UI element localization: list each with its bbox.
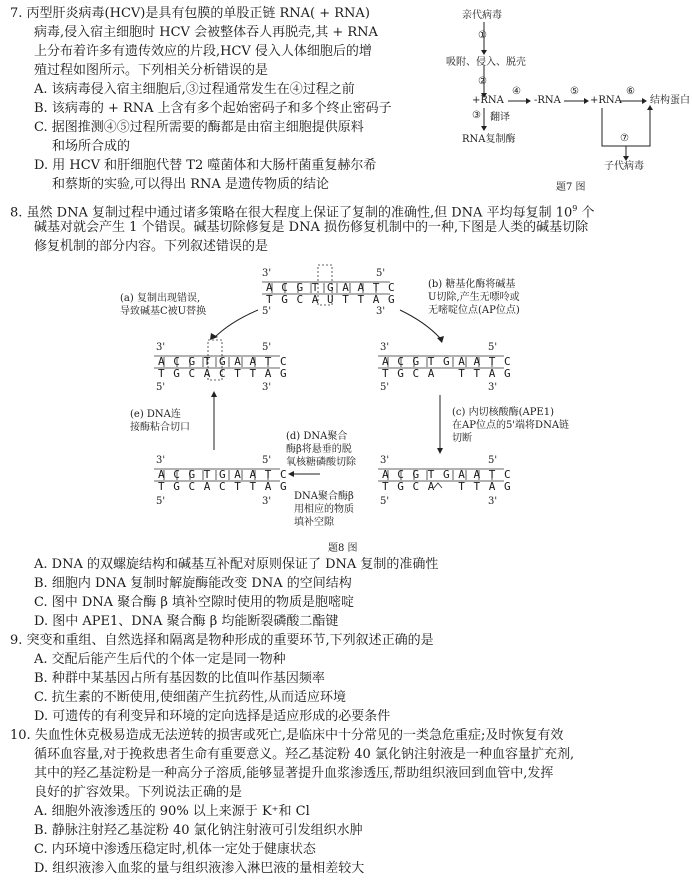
q7-option-c-cont: 和场所合成的 bbox=[52, 139, 131, 154]
q10-option-c: C. 内环境中渗透压稳定时,机体一定处于健康状态 bbox=[34, 842, 316, 857]
q8-stem-line-2: 碱基对就会产生 1 个错误。碱基切除修复是 DNA 损伤修复机制中的一种,下图是人类的碱基切除 bbox=[34, 220, 589, 235]
note-b-line-2: U切除,产生无嘌呤或 bbox=[428, 292, 520, 303]
note-d-line-1: (d) DNA聚合 bbox=[286, 431, 348, 442]
left-strand-lower: T G C A C T T A G bbox=[158, 367, 288, 380]
q7-option-c: C. 据图推测④⑤过程所需要的酶都是由宿主细胞提供原料 bbox=[34, 120, 364, 135]
top-3prime-lower: 3' bbox=[376, 306, 386, 317]
note-e-line-2: 接酶粘合切口 bbox=[130, 422, 190, 433]
q10-stem-line-1: 10. 失血性休克极易造成无法逆转的损害或死亡,是临床中十分常见的一类急危重症;及时恢复有效 bbox=[10, 728, 564, 743]
q10-stem-line-4: 良好的扩容效果。下列说法正确的是 bbox=[34, 785, 243, 800]
note-b-line-3: 无嘧啶位点(AP位点) bbox=[428, 305, 520, 316]
top-3prime: 3' bbox=[262, 268, 272, 279]
bl-3prime: 3' bbox=[156, 455, 166, 466]
left-5prime-lower: 5' bbox=[156, 382, 166, 393]
left-3prime-lower: 3' bbox=[262, 382, 272, 393]
q10-stem-line-2: 循环血容量,对于挽救患者生命有重要意义。羟乙基淀粉 40 氯化钠注射液是一种血容量扩充剂, bbox=[34, 747, 575, 762]
q7-fig-step-3: ③ bbox=[472, 110, 481, 121]
bl-5prime-lower: 5' bbox=[156, 496, 166, 507]
q7-fig-plus-rna-right: +RNA bbox=[590, 95, 622, 106]
bl-strand-lower: T G C A C T T A G bbox=[158, 480, 288, 493]
right-5prime: 5' bbox=[488, 342, 498, 353]
note-d-line-2: 酶β将悬垂的脱 bbox=[286, 444, 352, 455]
q8-stem-line-1-tail: 个 bbox=[577, 205, 595, 221]
note-b bbox=[428, 278, 520, 317]
br-strand-lower: T G C A T T A G bbox=[382, 480, 512, 493]
right-3prime-lower: 3' bbox=[488, 382, 498, 393]
q8-fig-caption: 题8 图 bbox=[328, 543, 358, 554]
br-5prime: 5' bbox=[488, 455, 498, 466]
br-3prime: 3' bbox=[380, 455, 390, 466]
note-a bbox=[120, 292, 206, 318]
q8-stem-line-1-text: 8. 虽然 DNA 复制过程中通过诸多策略在很大程度上保证了复制的准确性,但 DNA 平均每复制 10 bbox=[10, 205, 573, 221]
br-5prime-lower: 5' bbox=[380, 496, 390, 507]
note-d bbox=[286, 430, 356, 469]
q10-option-a: A. 细胞外液渗透压的 90% 以上来源于 K⁺和 Cl bbox=[34, 804, 310, 819]
note-d2 bbox=[294, 490, 354, 529]
q7-stem-line-2: 病毒,侵入宿主细胞时 HCV 会被整体吞人再脱壳,其 + RNA bbox=[34, 25, 378, 40]
note-c-line-1: (c) 内切核酸酶(APE1) bbox=[452, 407, 554, 418]
top-5prime-lower: 5' bbox=[262, 306, 272, 317]
q7-fig-minus-rna: -RNA bbox=[534, 95, 561, 106]
bl-5prime: 5' bbox=[262, 455, 272, 466]
right-5prime-lower: 5' bbox=[380, 382, 390, 393]
note-d2-line-3: 填补空隙 bbox=[294, 517, 334, 528]
q8-stem-line-3: 修复机制的部分内容。下列叙述错误的是 bbox=[34, 239, 269, 254]
q7-fig-rna-replicase: RNA复制酶 bbox=[462, 134, 516, 145]
q10-option-d: D. 组织液渗入血浆的量与组织液渗入淋巴液的量相差较大 bbox=[34, 861, 365, 876]
left-3prime: 3' bbox=[156, 342, 166, 353]
br-strand-upper: A C G T G A A T C bbox=[382, 468, 512, 481]
q7-fig-plus-rna-left: +RNA bbox=[472, 95, 504, 106]
q8-exponent: 9 bbox=[572, 204, 578, 213]
q7-stem-line-1: 7. 丙型肝炎病毒(HCV)是具有包膜的单股正链 RNA( + RNA) bbox=[10, 6, 370, 21]
q9-option-b: B. 种群中某基因占所有基因数的比值叫作基因频率 bbox=[34, 671, 325, 686]
q7-fig-step-6: ⑥ bbox=[626, 86, 635, 97]
q9-option-c: C. 抗生素的不断使用,使细菌产生抗药性,从而适应环境 bbox=[34, 690, 347, 705]
q7-stem-line-3: 上分布着许多有遗传效应的片段,HCV 侵入人体细胞后的增 bbox=[34, 44, 372, 59]
q7-fig-step-5: ⑤ bbox=[570, 86, 579, 97]
note-a-line-1: (a) 复制出现错误, bbox=[120, 293, 201, 304]
note-d2-line-1: DNA聚合酶β bbox=[294, 491, 354, 502]
q7-fig-step-1: ① bbox=[478, 30, 487, 41]
q7-fig-structural-protein: 结构蛋白 bbox=[650, 95, 690, 106]
q8-option-c: C. 图中 DNA 聚合酶 β 填补空隙时使用的物质是胞嘧啶 bbox=[34, 595, 354, 610]
bl-strand-upper: A C G T G A A T C bbox=[158, 468, 288, 481]
top-5prime: 5' bbox=[376, 268, 386, 279]
note-d-line-3: 氧核糖磷酸切除 bbox=[286, 457, 356, 468]
q8-option-b: B. 细胞内 DNA 复制时解旋酶能改变 DNA 的空间结构 bbox=[34, 576, 352, 591]
right-strand-lower: T G C A T T A G bbox=[382, 367, 512, 380]
left-5prime: 5' bbox=[262, 342, 272, 353]
note-b-line-1: (b) 糖基化酶将碱基 bbox=[428, 279, 516, 290]
q10-stem-line-3: 其中的羟乙基淀粉是一种高分子溶质,能够显著提升血浆渗透压,帮助组织液回到血管中,发挥 bbox=[34, 766, 554, 781]
note-c-line-2: 在AP位点的5'端将DNA链 bbox=[452, 420, 570, 431]
q7-fig-caption: 题7 图 bbox=[556, 182, 586, 193]
note-e bbox=[130, 408, 190, 434]
q7-option-b: B. 该病毒的 + RNA 上含有多个起始密码子和多个终止密码子 bbox=[34, 101, 392, 116]
note-c bbox=[452, 406, 569, 445]
q10-option-b: B. 静脉注射羟乙基淀粉 40 氯化钠注射液可引发组织水肿 bbox=[34, 823, 363, 838]
right-strand-upper: A C G T G A A T C bbox=[382, 355, 512, 368]
q7-fig-step-2: ② bbox=[478, 76, 487, 87]
q7-fig-parent-virus: 亲代病毒 bbox=[462, 10, 502, 21]
q9-option-a: A. 交配后能产生后代的个体一定是同一物种 bbox=[34, 652, 286, 667]
bl-3prime-lower: 3' bbox=[262, 496, 272, 507]
q7-option-a: A. 该病毒侵入宿主细胞后,③过程通常发生在④过程之前 bbox=[34, 82, 355, 97]
right-3prime: 3' bbox=[380, 342, 390, 353]
q8-option-a: A. DNA 的双螺旋结构和碱基互补配对原则保证了 DNA 复制的准确性 bbox=[34, 557, 439, 572]
q7-fig-translate-label: 翻译 bbox=[490, 112, 510, 123]
q9-stem: 9. 突变和重组、自然选择和隔离是物种形成的重要环节,下列叙述正确的是 bbox=[10, 633, 434, 648]
br-3prime-lower: 3' bbox=[488, 496, 498, 507]
q7-option-d-cont: 和蔡斯的实验,可以得出 RNA 是遗传物质的结论 bbox=[52, 177, 329, 192]
q7-option-d: D. 用 HCV 和肝细胞代替 T2 噬菌体和大肠杆菌重复赫尔希 bbox=[34, 158, 377, 173]
top-strand-lower: T G C A U T T A G bbox=[266, 293, 396, 306]
q9-option-d: D. 可遗传的有利变异和环境的定向选择是适应形成的必要条件 bbox=[34, 709, 391, 724]
note-e-line-1: (e) DNA连 bbox=[130, 409, 181, 420]
q7-fig-progeny-virus: 子代病毒 bbox=[604, 161, 644, 172]
q8-option-d: D. 图中 APE1、DNA 聚合酶 β 均能断裂磷酸二酯键 bbox=[34, 614, 339, 629]
q7-fig-step-7: ⑦ bbox=[620, 133, 629, 144]
note-c-line-3: 切断 bbox=[452, 433, 472, 444]
note-d2-line-2: 用相应的物质 bbox=[294, 504, 354, 515]
q7-fig-step-4: ④ bbox=[512, 86, 521, 97]
left-strand-upper: A C G T G A A T C bbox=[158, 355, 288, 368]
top-strand-upper: A C G T G A A T C bbox=[266, 281, 396, 294]
q7-stem-line-4: 殖过程如图所示。下列相关分析错误的是 bbox=[34, 63, 269, 78]
note-a-line-2: 导致碱基C被U替换 bbox=[120, 306, 207, 317]
q7-fig-adsorb-label: 吸附、侵入、脱壳 bbox=[446, 57, 526, 68]
